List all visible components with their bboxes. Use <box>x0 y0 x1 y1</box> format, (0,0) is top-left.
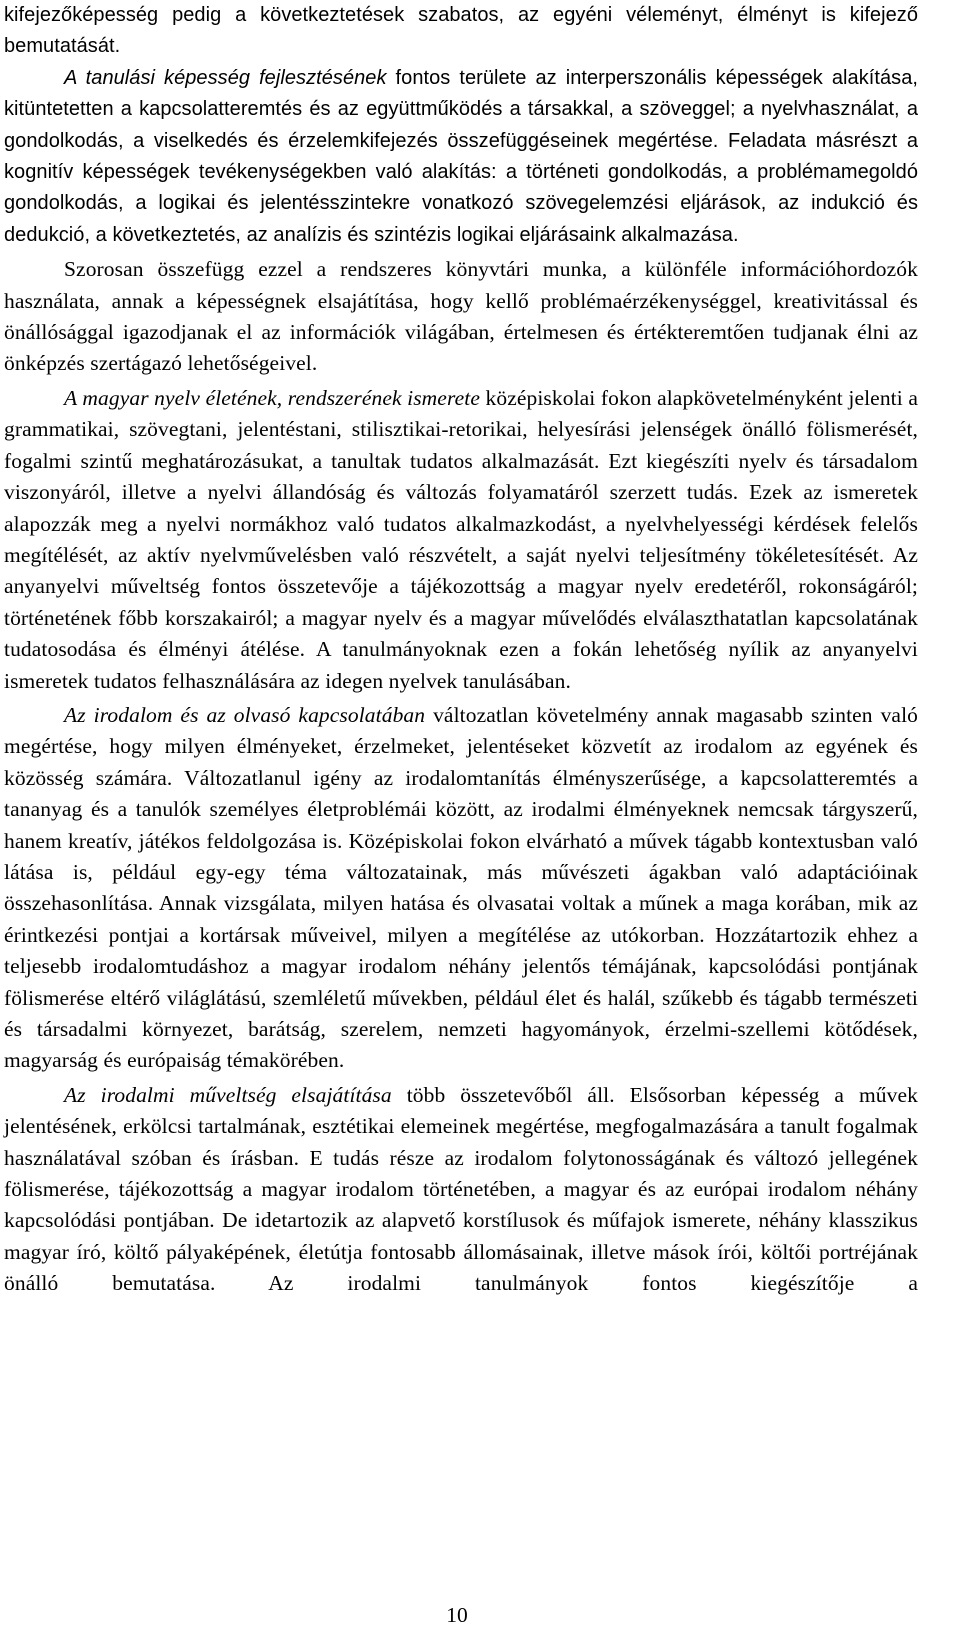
paragraph-4-emphasis: A magyar nyelv életének, rendszerének ismerete <box>64 385 480 410</box>
paragraph-3-text: Szorosan összefügg ezzel a rendszeres könyvtári munka, a különféle információhordozók használata, annak a képességnek elsajátítása, hogy kellő problémaérzékenységgel, kreativitással és önállósággal igazodjanak el az információk világában, értelmesen és értékteremtően tudjanak élni az önképzés szertágazó lehetőségeivel. <box>4 257 918 376</box>
paragraph-2 <box>4 63 918 251</box>
paragraph-5-text: változatlan követelmény annak magasabb szinten való megértése, hogy milyen élményeket, érzelmeket, jelentéseket közvetít az irodalom az egyének és közösség számára. Változatlanul igény az irodalomtanítás élményszerűsége, a kapcsolatteremtés a tananyag és a tanulók személyes életproblémái között, az irodalmi élményeknek nemcsak tárgyszerű, hanem kreatív, játékos feldolgozása is. Középiskolai fokon elvárható a művek tágabb kontextusban való látása is, például egy-egy téma változatainak, más művészeti ágakban való adaptációinak összehasonlítása. Annak vizsgálata, milyen hatása és olvasatai voltak a műnek a maga korában, mik az érintkezési pontjai a kortársak műveivel, milyen a megítélése az utókorban. Hozzátartozik ehhez a teljesebb irodalomtudáshoz a magyar irodalom néhány jelentős témájának, kapcsolódási pontjának fölismerése eltérő világlátású, szemléletű művekben, például élet és halál, szűkebb és tágabb természeti és társadalmi környezet, barátság, szerelem, nemzeti hagyományok, érzelmi-szellemi kötődések, magyarság és európaiság témakörében. <box>4 702 918 1073</box>
paragraph-6-emphasis: Az irodalmi műveltség elsajátítása <box>64 1082 392 1107</box>
paragraph-4-text: középiskolai fokon alapkövetelményként jelenti a grammatikai, szövegtani, jelentéstani, stilisztikai-retorikai, helyesírási jelenségek önálló fölismerését, fogalmi szintű meghatározásukat, a tanultak tudatos alkalmazását. Ezt kiegészíti nyelv és társadalom viszonyáról, illetve a nyelvi állandóság és változás folyamatáról szerzett tudás. Ezek az ismeretek alapozzák meg a nyelvi normákhoz való tudatos alkalmazkodást, a nyelvhelyességi kérdések felelős megítélését, az aktív nyelvművelésben való részvételt, a saját nyelvi teljesítmény tökéletesítését. Az anyanyelvi műveltség fontos összetevője a tájékozottság a magyar nyelv eredetéről, rokonságáról; történetének főbb korszakairól; a magyar nyelv és a magyar művelődés elválaszthatatlan kapcsolatának tudatosodása és élményi átélése. A tanulmányoknak ezen a fokán lehetőség nyílik az anyanyelvi ismeretek tudatos felhasználására az idegen nyelvek tanulásában. <box>4 385 918 693</box>
paragraph-3 <box>4 254 918 380</box>
paragraph-4 <box>4 383 918 697</box>
document-page <box>4 0 918 1300</box>
page-number: 10 <box>446 1603 468 1627</box>
paragraph-5 <box>4 700 918 1077</box>
paragraph-1-text: kifejezőképesség pedig a következtetések szabatos, az egyéni véleményt, élményt is kifejező bemutatását. <box>4 4 918 58</box>
paragraph-6-text: több összetevőből áll. Elsősorban képesség a művek jelentésének, erkölcsi tartalmának, esztétikai elemeinek megértése, megfogalmazására a tanult fogalmak használatával szóban és írásban. E tudás része az irodalom folytonosságának és változó jellegének fölismerése, tájékozottság a magyar irodalom történetében, a magyar és az európai irodalom néhány kapcsolódási pontjában. De idetartozik az alapvető korstílusok és műfajok ismerete, néhány klasszikus magyar író, költő pályaképének, életútja fontosabb állomásainak, illetve mások írói, költői portréjának önálló bemutatása. Az irodalmi tanulmányok fontos kiegészítője a <box>4 1082 919 1296</box>
paragraph-2-text: fontos területe az interperszonális képességek alakítása, kitüntetetten a kapcsolatteremtés és az együttműködés a társakkal, a szöveggel; a nyelvhasználat, a gondolkodás, a viselkedés és érzelemkifejezés összefüggéseinek megértése. Feladata másrészt a kognitív képességek tevékenységekben való alakítás: a történeti gondolkodás, a problémamegoldó gondolkodás, a logikai és jelentésszintekre vonatkozó szövegelemzési eljárások, az indukció és dedukció, a következtetés, az analízis és szintézis logikai eljárásaink alkalmazása. <box>4 66 918 246</box>
paragraph-6 <box>4 1080 918 1300</box>
paragraph-1 <box>4 0 918 63</box>
paragraph-2-emphasis: A tanulási képesség fejlesztésének <box>64 66 387 89</box>
paragraph-5-emphasis: Az irodalom és az olvasó kapcsolatában <box>64 702 426 727</box>
